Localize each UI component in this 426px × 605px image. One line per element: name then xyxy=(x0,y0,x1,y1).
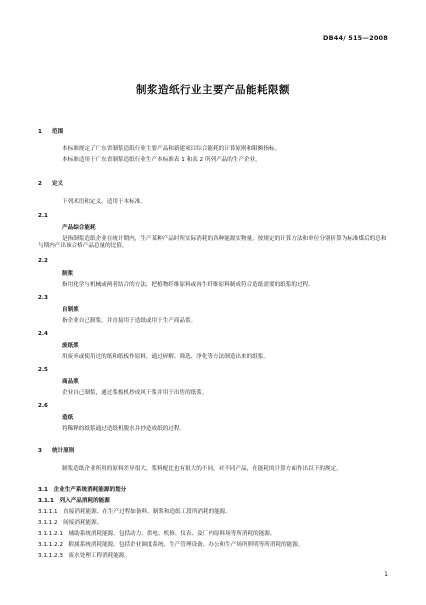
clause-3-1-1-2: 3.1.1.2 间接消耗能源。 xyxy=(38,520,103,526)
section-2-number: 2 xyxy=(38,181,42,187)
section-1-heading: 范围 xyxy=(52,129,64,135)
clause-3-1-1-1: 3.1.1.1 直接消耗能源。在生产过程如备料、制浆和造纸工段所消耗的能源。 xyxy=(38,509,231,515)
section-3-paragraph-1: 制浆造纸企业所用的原料差异很大，浆料配比也有很大的不同，对不同产品，在能耗的计算方面作出以下的规定。 xyxy=(62,466,342,472)
document-title: 制浆造纸行业主要产品能耗限额 xyxy=(136,84,290,96)
definition-2-3-term: 自制浆 xyxy=(62,307,79,313)
definition-2-6-number: 2.6 xyxy=(38,403,48,409)
section-3-number: 3 xyxy=(38,448,42,454)
definition-2-5-term: 商品浆 xyxy=(62,379,79,385)
definition-2-4-number: 2.4 xyxy=(38,331,48,337)
definition-2-5-text: 企业自己制浆，通过浆板机抄成风干浆并用于出售的纸浆。 xyxy=(62,390,208,396)
section-1-paragraph-1: 本标准规定了广东省制浆造纸行业主要产品和新建项目综合能耗的计算原则和限额指标。 xyxy=(62,146,281,152)
clause-3-1-1: 3.1.1 列入产品消耗的能源 xyxy=(38,498,110,504)
section-1-paragraph-2: 本标准适用于广东省制浆造纸行业生产本标准表 1 和表 2 所列产品的生产企业。 xyxy=(62,157,261,163)
definition-2-2-number: 2.2 xyxy=(38,258,48,264)
definition-2-6-text: 将稀释的纸浆通过造纸机脱水并抄造成纸的过程。 xyxy=(62,426,186,432)
definition-2-1-term: 产品综合能耗 xyxy=(62,225,96,231)
definition-2-4-term: 废纸浆 xyxy=(62,343,79,349)
clause-3-1-1-2-2: 3.1.1.2.2 附属系统消耗能源。包括企业调度系统、生产管理设备、办公和生产场所照明等所消耗的能源。 xyxy=(38,542,304,548)
definition-2-2-text: 指用化学与机械或两者结合的方法，把植物纤维原料或再生纤维原料制成符合造纸需要的纸浆的过程。 xyxy=(62,282,314,288)
definition-2-2-term: 制浆 xyxy=(62,271,74,277)
section-2-intro: 下列术语和定义，适用于本标准。 xyxy=(62,199,146,205)
definition-2-1-number: 2.1 xyxy=(38,213,48,219)
clause-3-1-1-2-3: 3.1.1.2.3 废水处理工程消耗能源。 xyxy=(38,553,131,559)
page-number: 1 xyxy=(384,571,388,578)
definition-2-3-number: 2.3 xyxy=(38,295,48,301)
definition-2-1-text: 是指制浆造纸企业在统计期内，生产某种产品时所实际消耗的各种能源实物量，按规定的计算方法和单位分别折算为标准煤后的总和与期内产出该合格产品总量的比值。 xyxy=(38,236,387,249)
clause-3-1-1-2-1: 3.1.1.2.1 辅助系统消耗能源。包括动力、供电、机修、仪表、及厂内原料场等所消耗的能源。 xyxy=(38,531,276,537)
clause-3-1: 3.1 企业生产系统消耗能源的划分 xyxy=(38,487,127,493)
definition-2-4-text: 用废弃或使用过的纸和纸板作原料，通过碎解、筛选、净化等方法制造出来的纸浆。 xyxy=(62,354,269,360)
section-1-number: 1 xyxy=(38,129,42,135)
standard-number: DB44/ 515—2008 xyxy=(323,34,388,42)
section-3-heading: 统计原则 xyxy=(52,448,75,454)
definition-2-5-number: 2.5 xyxy=(38,367,48,373)
definition-2-3-text: 指企业自己制浆，并直接用于造纸或用于生产商品浆。 xyxy=(62,318,197,324)
section-2-heading: 定义 xyxy=(52,181,64,187)
definition-2-6-term: 造纸 xyxy=(62,415,74,421)
